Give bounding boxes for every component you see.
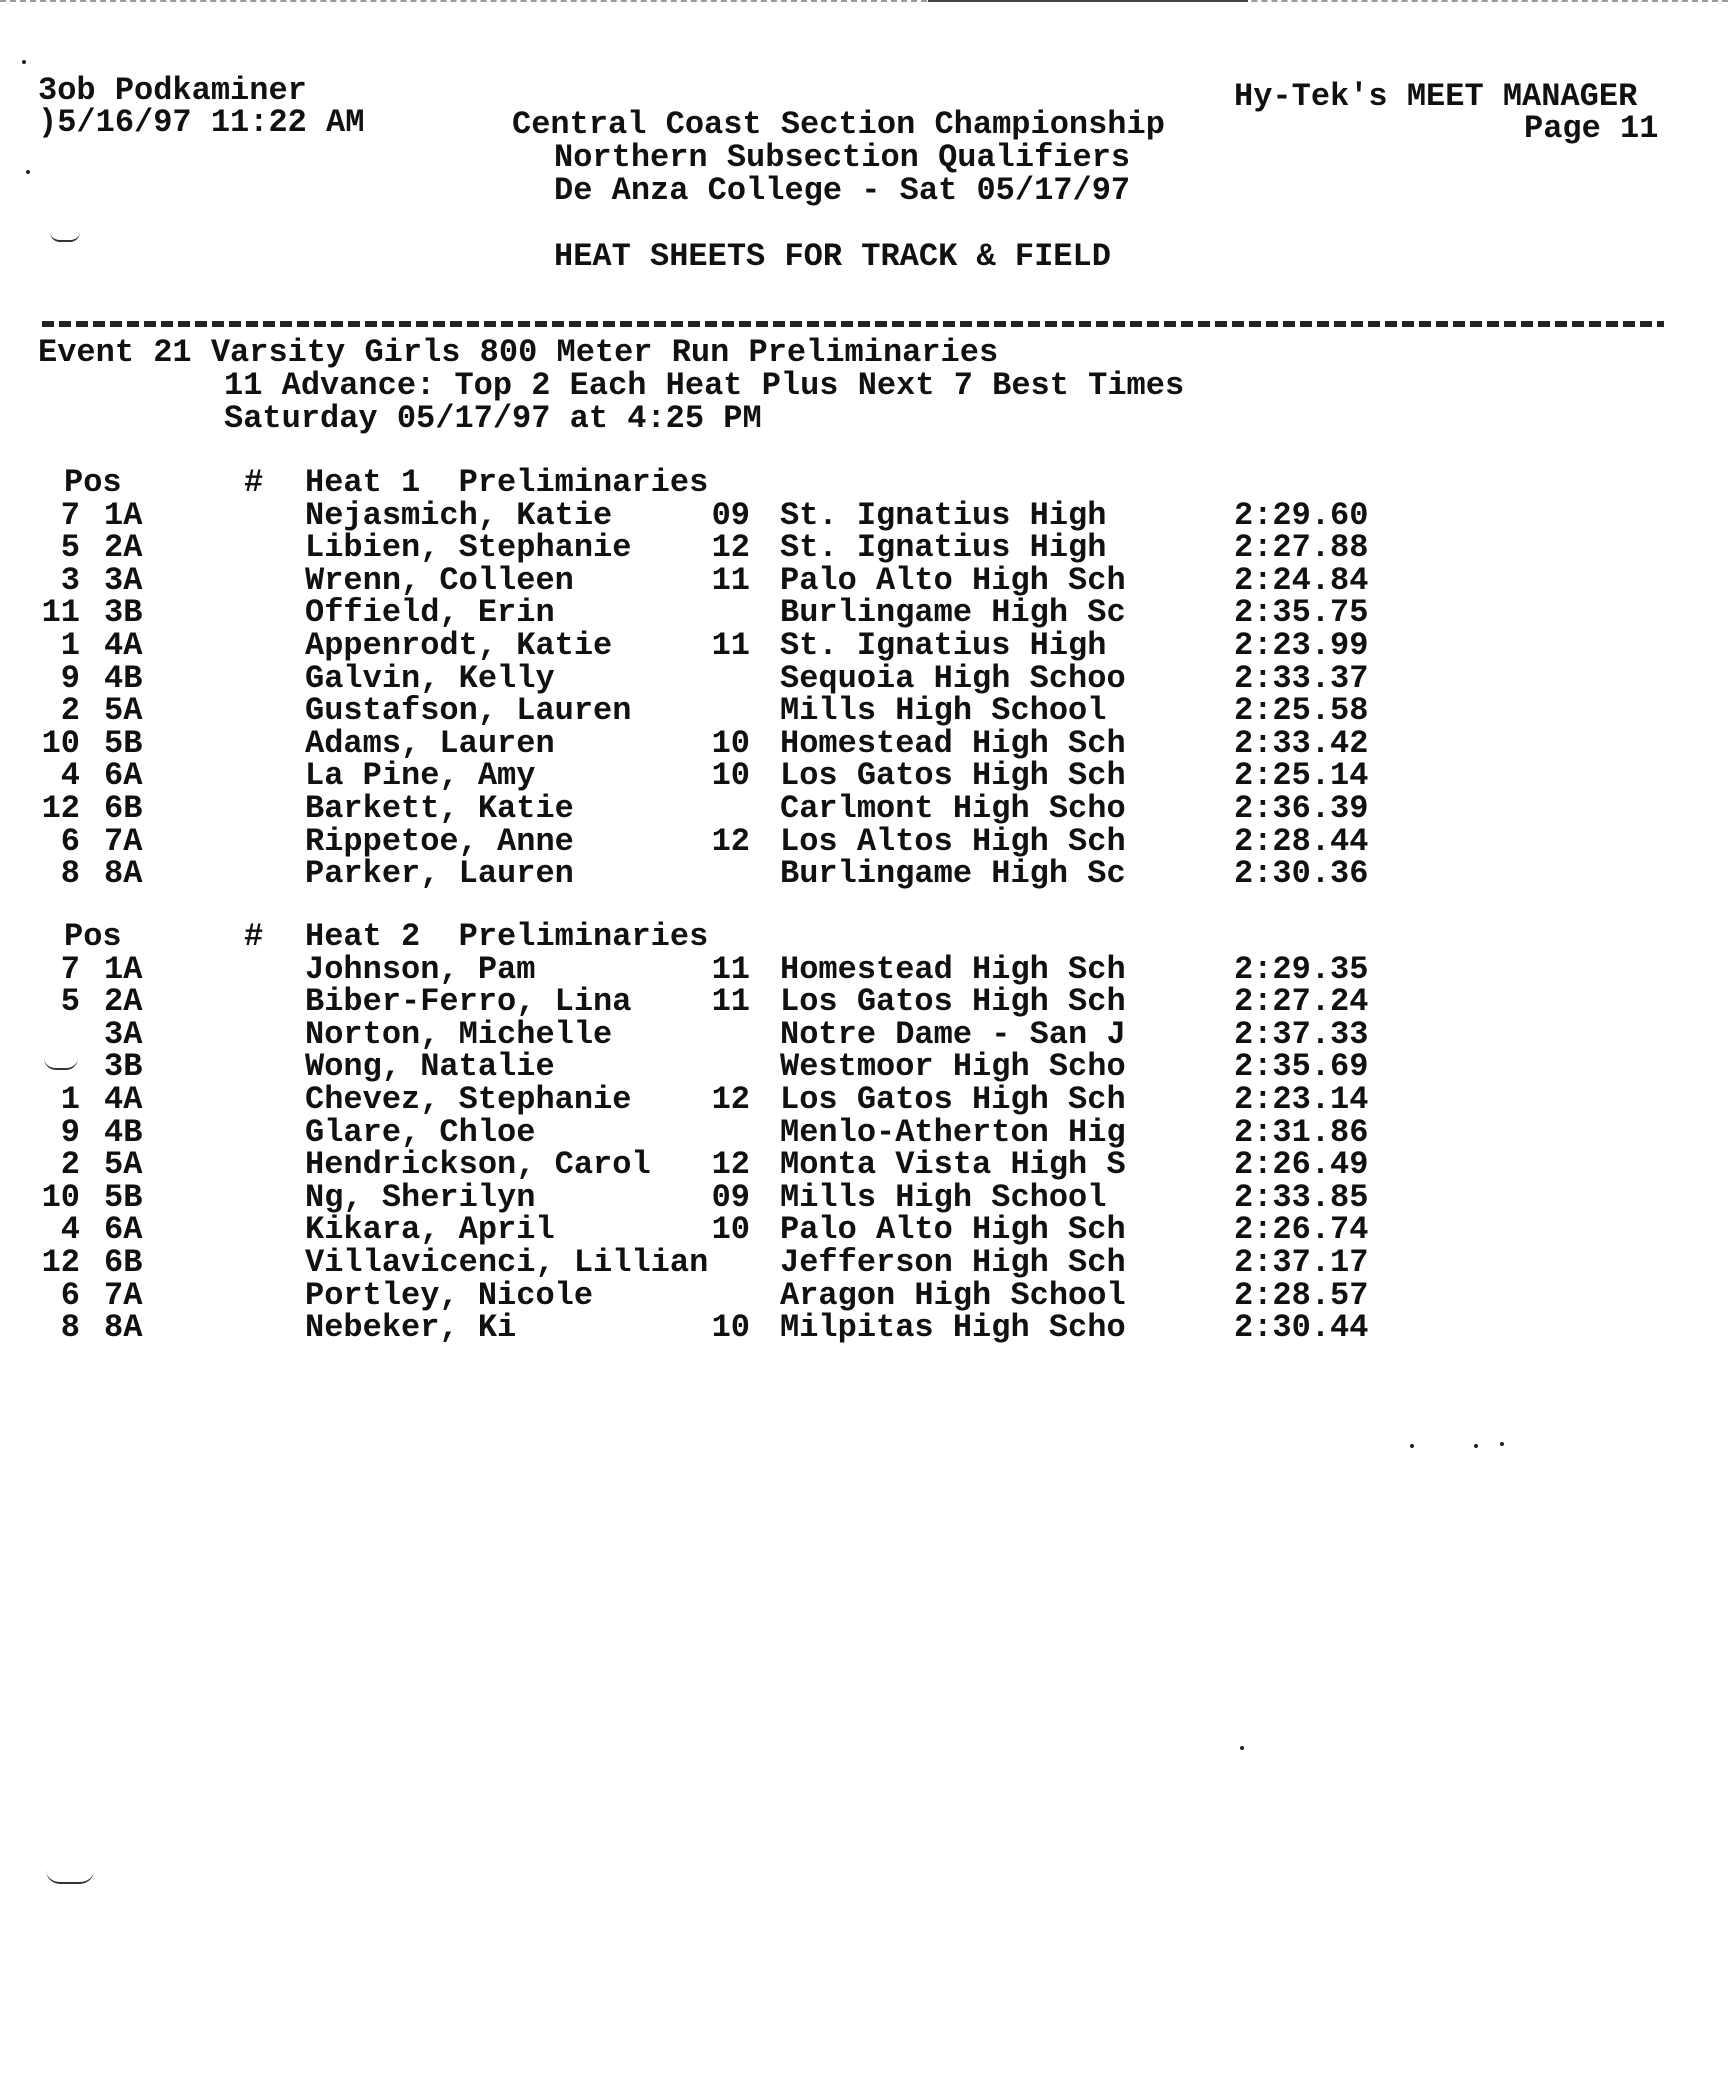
row-school: Notre Dame - San J — [780, 1016, 1126, 1053]
row-seed-time: 2:33.85 — [1234, 1179, 1369, 1216]
row-seed-time: 2:25.58 — [1234, 692, 1369, 729]
row-lane: 1A — [104, 497, 143, 534]
row-lane: 5B — [104, 1179, 143, 1216]
row-school: Sequoia High Schoo — [780, 660, 1126, 697]
row-school: St. Ignatius High — [780, 627, 1107, 664]
row-athlete-name: Portley, Nicole — [305, 1277, 594, 1314]
row-seed-time: 2:29.35 — [1234, 951, 1369, 988]
row-seed-time: 2:33.42 — [1234, 725, 1369, 762]
row-position: 10 — [41, 1179, 80, 1216]
row-seed-time: 2:26.74 — [1234, 1211, 1369, 1248]
row-school: Westmoor High Scho — [780, 1048, 1126, 1085]
row-year: 11 — [711, 562, 750, 599]
row-school: St. Ignatius High — [780, 497, 1107, 534]
row-position: 12 — [41, 790, 80, 827]
row-seed-time: 2:27.88 — [1234, 529, 1369, 566]
row-athlete-name: Biber-Ferro, Lina — [305, 983, 632, 1020]
row-lane: 6A — [104, 1211, 143, 1248]
row-year: 12 — [711, 1081, 750, 1118]
row-seed-time: 2:24.84 — [1234, 562, 1369, 599]
row-position: 10 — [41, 725, 80, 762]
row-athlete-name: Adams, Lauren — [305, 725, 555, 762]
row-lane: 3B — [104, 1048, 143, 1085]
row-lane: 4B — [104, 1114, 143, 1151]
row-seed-time: 2:31.86 — [1234, 1114, 1369, 1151]
row-school: Mills High School — [780, 1179, 1107, 1216]
row-year: 09 — [711, 1179, 750, 1216]
row-school: Los Altos High Sch — [780, 823, 1126, 860]
row-year: 09 — [711, 497, 750, 534]
row-lane: 5B — [104, 725, 143, 762]
row-position: 4 — [60, 757, 80, 794]
row-school: Palo Alto High Sch — [780, 562, 1126, 599]
event-title: Event 21 Varsity Girls 800 Meter Run Preliminaries — [38, 334, 999, 371]
row-lane: 2A — [104, 983, 143, 1020]
report-title: HEAT SHEETS FOR TRACK & FIELD — [554, 238, 1111, 275]
row-seed-time: 2:30.36 — [1234, 855, 1369, 892]
row-position: 1 — [60, 1081, 80, 1118]
software-name: Hy-Tek's MEET MANAGER — [1234, 78, 1638, 115]
row-seed-time: 2:28.44 — [1234, 823, 1369, 860]
row-school: Homestead High Sch — [780, 725, 1126, 762]
row-lane: 4A — [104, 627, 143, 664]
row-position: 2 — [60, 692, 80, 729]
separator-rule — [42, 321, 1664, 327]
row-school: Burlingame High Sc — [780, 594, 1126, 631]
row-lane: 5A — [104, 1146, 143, 1183]
row-lane: 7A — [104, 823, 143, 860]
row-lane: 8A — [104, 1309, 143, 1346]
row-year: 12 — [711, 823, 750, 860]
row-year: 11 — [711, 983, 750, 1020]
row-lane: 4A — [104, 1081, 143, 1118]
row-position: 8 — [60, 855, 80, 892]
scan-dot — [1474, 1444, 1478, 1448]
row-lane: 5A — [104, 692, 143, 729]
row-position: 5 — [60, 983, 80, 1020]
row-lane: 3B — [104, 594, 143, 631]
scan-dot — [1240, 1746, 1244, 1750]
event-datetime: Saturday 05/17/97 at 4:25 PM — [224, 400, 762, 437]
row-athlete-name: La Pine, Amy — [305, 757, 536, 794]
page-number: Page 11 — [1524, 110, 1659, 147]
row-lane: 3A — [104, 1016, 143, 1053]
row-position: 5 — [60, 529, 80, 566]
row-athlete-name: Nejasmich, Katie — [305, 497, 613, 534]
row-position: 12 — [41, 1244, 80, 1281]
row-school: Homestead High Sch — [780, 951, 1126, 988]
row-athlete-name: Parker, Lauren — [305, 855, 574, 892]
row-school: Los Gatos High Sch — [780, 1081, 1126, 1118]
row-athlete-name: Gustafson, Lauren — [305, 692, 632, 729]
meet-subtitle: Northern Subsection Qualifiers — [554, 139, 1131, 176]
meet-title: Central Coast Section Championship — [512, 106, 1165, 143]
event-advance-rule: 11 Advance: Top 2 Each Heat Plus Next 7 Best Times — [224, 367, 1185, 404]
row-seed-time: 2:37.33 — [1234, 1016, 1369, 1053]
row-lane: 3A — [104, 562, 143, 599]
row-seed-time: 2:29.60 — [1234, 497, 1369, 534]
row-lane: 4B — [104, 660, 143, 697]
row-position: 9 — [60, 1114, 80, 1151]
row-year: 10 — [711, 1309, 750, 1346]
row-year: 11 — [711, 627, 750, 664]
row-athlete-name: Wrenn, Colleen — [305, 562, 574, 599]
row-school: Milpitas High Scho — [780, 1309, 1126, 1346]
scan-mark — [44, 1058, 78, 1070]
scan-mark — [50, 232, 80, 242]
row-lane: 8A — [104, 855, 143, 892]
row-athlete-name: Hendrickson, Carol — [305, 1146, 651, 1183]
row-athlete-name: Barkett, Katie — [305, 790, 574, 827]
row-school: Carlmont High Scho — [780, 790, 1126, 827]
row-athlete-name: Galvin, Kelly — [305, 660, 555, 697]
row-athlete-name: Nebeker, Ki — [305, 1309, 517, 1346]
row-position: 6 — [60, 823, 80, 860]
row-lane: 2A — [104, 529, 143, 566]
row-athlete-name: Villavicenci, Lillian — [305, 1244, 709, 1281]
row-position: 7 — [60, 951, 80, 988]
heat-title: Heat 2 Preliminaries — [305, 918, 709, 955]
row-school: Palo Alto High Sch — [780, 1211, 1126, 1248]
row-school: St. Ignatius High — [780, 529, 1107, 566]
row-lane: 6B — [104, 1244, 143, 1281]
scan-dot — [1410, 1444, 1414, 1448]
row-seed-time: 2:35.69 — [1234, 1048, 1369, 1085]
row-seed-time: 2:36.39 — [1234, 790, 1369, 827]
author-name: 3ob Podkaminer — [38, 72, 307, 109]
page-top-edge-mark — [928, 0, 1248, 2]
row-position: 7 — [60, 497, 80, 534]
row-school: Menlo-Atherton Hig — [780, 1114, 1126, 1151]
scan-dot — [1500, 1442, 1504, 1446]
heat-title: Heat 1 Preliminaries — [305, 464, 709, 501]
row-school: Jefferson High Sch — [780, 1244, 1126, 1281]
row-seed-time: 2:23.99 — [1234, 627, 1369, 664]
row-athlete-name: Appenrodt, Katie — [305, 627, 613, 664]
row-athlete-name: Chevez, Stephanie — [305, 1081, 632, 1118]
row-year: 10 — [711, 725, 750, 762]
row-seed-time: 2:33.37 — [1234, 660, 1369, 697]
row-athlete-name: Norton, Michelle — [305, 1016, 613, 1053]
row-seed-time: 2:25.14 — [1234, 757, 1369, 794]
column-header-pos: Pos — [64, 918, 122, 955]
row-school: Burlingame High Sc — [780, 855, 1126, 892]
row-school: Aragon High School — [780, 1277, 1126, 1314]
row-seed-time: 2:27.24 — [1234, 983, 1369, 1020]
row-athlete-name: Libien, Stephanie — [305, 529, 632, 566]
row-athlete-name: Kikara, April — [305, 1211, 555, 1248]
column-header-number: # — [244, 918, 264, 955]
row-athlete-name: Glare, Chloe — [305, 1114, 536, 1151]
print-timestamp: )5/16/97 11:22 AM — [38, 104, 365, 141]
column-header-pos: Pos — [64, 464, 122, 501]
row-athlete-name: Ng, Sherilyn — [305, 1179, 536, 1216]
row-seed-time: 2:23.14 — [1234, 1081, 1369, 1118]
row-school: Los Gatos High Sch — [780, 757, 1126, 794]
scan-mark — [46, 1870, 94, 1884]
page-top-edge — [0, 0, 1728, 6]
row-lane: 6B — [104, 790, 143, 827]
row-seed-time: 2:26.49 — [1234, 1146, 1369, 1183]
row-school: Los Gatos High Sch — [780, 983, 1126, 1020]
row-seed-time: 2:30.44 — [1234, 1309, 1369, 1346]
row-year: 10 — [711, 1211, 750, 1248]
row-school: Monta Vista High S — [780, 1146, 1126, 1183]
column-header-number: # — [244, 464, 264, 501]
row-year: 12 — [711, 529, 750, 566]
row-athlete-name: Johnson, Pam — [305, 951, 536, 988]
row-position: 3 — [60, 562, 80, 599]
row-position: 1 — [60, 627, 80, 664]
row-seed-time: 2:37.17 — [1234, 1244, 1369, 1281]
meet-venue: De Anza College - Sat 05/17/97 — [554, 172, 1131, 209]
row-position: 6 — [60, 1277, 80, 1314]
row-athlete-name: Wong, Natalie — [305, 1048, 555, 1085]
row-lane: 6A — [104, 757, 143, 794]
row-athlete-name: Offield, Erin — [305, 594, 555, 631]
row-year: 12 — [711, 1146, 750, 1183]
row-seed-time: 2:35.75 — [1234, 594, 1369, 631]
scan-dot — [22, 60, 26, 64]
row-lane: 1A — [104, 951, 143, 988]
row-position: 11 — [41, 594, 80, 631]
row-lane: 7A — [104, 1277, 143, 1314]
row-school: Mills High School — [780, 692, 1107, 729]
row-seed-time: 2:28.57 — [1234, 1277, 1369, 1314]
row-year: 10 — [711, 757, 750, 794]
scan-dot — [26, 170, 30, 174]
row-position: 4 — [60, 1211, 80, 1248]
row-year: 11 — [711, 951, 750, 988]
row-position: 2 — [60, 1146, 80, 1183]
row-athlete-name: Rippetoe, Anne — [305, 823, 574, 860]
row-position: 8 — [60, 1309, 80, 1346]
row-position: 9 — [60, 660, 80, 697]
